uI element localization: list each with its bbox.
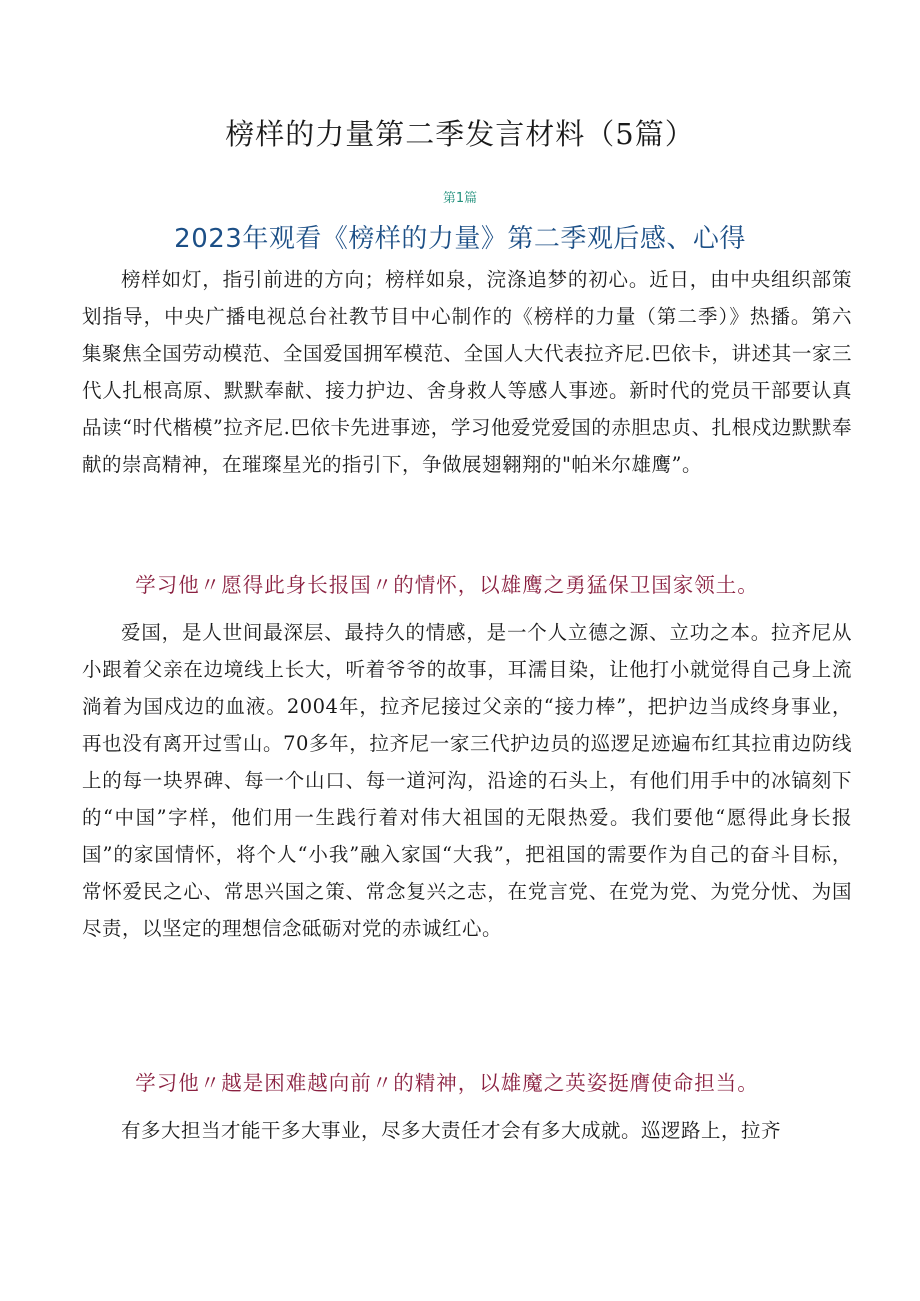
part-label: 第1篇 — [442, 191, 478, 206]
subheading-courage: 学习他〃越是困难越向前〃的精神，以雄魔之英姿挺膺使命担当。 — [135, 1071, 759, 1095]
paragraph-intro: 榜样如灯，指引前进的方向；榜样如泉，浣涤追梦的初心。近日，由中央组织部策划指导，中央广播电视总台社教节目中心制作的《榜样的力量（第二季）》热播。第六集聚焦全国劳动模范、全国爱国拥军模范、全国人大代表拉齐尼.巴依卡，讲述其一家三代人扎根高原、默默奉献、接力护边、舍身救人等感人事迹。新时代的党员干部要认真品读“时代楷模”拉齐尼.巴依卡先进事迹，学习他爱党爱国的赤胆忠贞、扎根戍边默默奉献的崇高精神，在璀璨星光的指引下，争做展翅翱翔的"帕米尔雄鹰”。 — [82, 268, 852, 476]
paragraph-responsibility: 有多大担当才能干多大事业，尽多大责任才会有多大成就。巡逻路上，拉齐 — [121, 1119, 782, 1142]
article-title: 2023年观看《榜样的力量》第二季观后感、心得 — [174, 224, 746, 254]
subheading-patriotism: 学习他〃愿得此身长报国〃的情怀，以雄鹰之勇猛保卫国家领土。 — [135, 573, 759, 597]
paragraph-patriotism: 爱国，是人世间最深层、最持久的情感，是一个人立德之源、立功之本。拉齐尼从小跟着父亲在边境线上长大，听着爷爷的故事，耳濡目染，让他打小就觉得自己身上流淌着为国戍边的血液。2004年，拉齐尼接过父亲的“接力棒”，把护边当成终身事业，再也没有离开过雪山。70多年，拉齐尼一家三代护边员的巡逻足迹遍布红其拉甫边防线上的每一块界碑、每一个山口、每一道河沟，沿途的石头上，有他们用手中的冰镐刻下的“中国”字样，他们用一生践行着对伟大祖国的无限热爱。我们要他“愿得此身长报国”的家国情怀，将个人“小我”融入家国“大我”，把祖国的需要作为自己的奋斗目标，常怀爱民之心、常思兴国之策、常念复兴之志，在党言党、在党为党、为党分忧、为国尽责，以坚定的理想信念砥砺对党的赤诚红心。 — [82, 621, 852, 940]
document-title: 榜样的力量第二季发言材料（5篇） — [225, 117, 695, 151]
